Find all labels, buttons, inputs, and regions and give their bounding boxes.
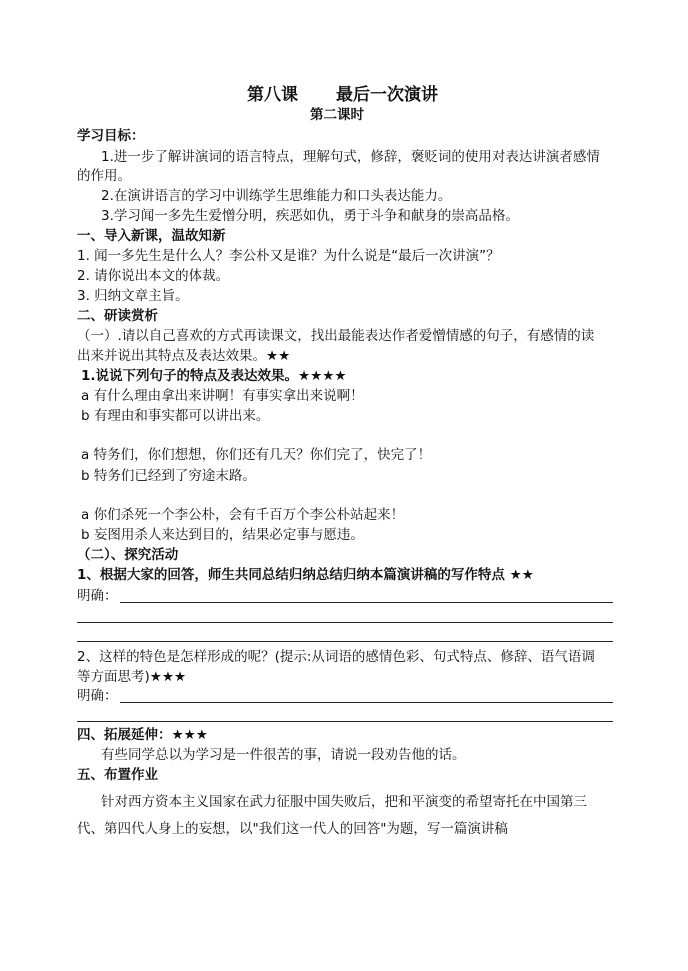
answer-line	[120, 702, 613, 703]
sentence-pair-3-a: a 你们杀死一个李公朴，会有千百万个李公朴站起来！	[81, 507, 405, 523]
activity-2-prompt-line-1: 2、这样的特色是怎样形成的呢？(提示:从词语的感情色彩、句式特点、修辞、语气语调	[77, 649, 595, 665]
goal-1-line-1: 1.进一步了解讲演词的语言特点，理解句式，修辞，褒贬词的使用对表达讲演者感情	[101, 149, 600, 165]
section-2-part-1-line-2: 出来并说出其特点及表达效果。★★	[77, 348, 291, 364]
goals-heading: 学习目标：	[77, 128, 145, 144]
activity-2-prompt-line-2: 等方面思考)★★★	[77, 669, 187, 685]
sentence-pair-1-b: b 有理由和事实都可以讲出来。	[81, 408, 270, 424]
goal-1-line-2: 的作用。	[77, 168, 131, 184]
sentence-pair-2-a: a 特务们，你们想想，你们还有几天？你们完了，快完了！	[81, 447, 432, 463]
activity-1-answer-label: 明确：	[77, 588, 118, 604]
section-2-heading: 二、研读赏析	[77, 308, 158, 324]
section-4-text: 有些同学总以为学习是一件很苦的事，请说一段劝告他的话。	[101, 747, 466, 763]
section-5-text-line-1: 针对西方资本主义国家在武力征服中国失败后，把和平演变的希望寄托在中国第三	[101, 794, 587, 810]
section-1-question-1: 1. 闻一多先生是什么人？李公朴又是谁？为什么说是“最后一次讲演”？	[77, 248, 500, 264]
activity-2-answer-label: 明确：	[77, 688, 118, 704]
answer-line	[77, 721, 613, 722]
section-4-heading: 四、拓展延伸：★★★	[77, 727, 208, 743]
section-5-text-line-2: 代、第四代人身上的妄想，以"我们这一代人的回答"为题，写一篇演讲稿	[77, 821, 508, 837]
section-2-task: 1.说说下列句子的特点及表达效果。★★★★	[81, 368, 347, 384]
activity-1-prompt: 1、根据大家的回答，师生共同总结归纳总结归纳本篇演讲稿的写作特点 ★★	[77, 567, 534, 583]
section-1-question-3: 3. 归纳文章主旨。	[77, 288, 189, 304]
page-subtitle: 第二课时	[310, 107, 364, 123]
section-2-part-1-line-1: （一）.请以自己喜欢的方式再读课文，找出最能表达作者爱憎情感的句子，有感情的读	[77, 328, 595, 344]
sentence-pair-1-a: a 有什么理由拿出来讲啊！有事实拿出来说啊！	[81, 388, 364, 404]
answer-line	[120, 602, 613, 603]
goal-2: 2.在演讲语言的学习中训练学生思维能力和口头表达能力。	[101, 188, 452, 204]
section-1-heading: 一、导入新课，温故知新	[77, 228, 226, 244]
sentence-pair-2-b: b 特务们已经到了穷途末路。	[81, 468, 256, 484]
section-2-part-2-heading: （二）、探究活动	[77, 547, 179, 563]
sentence-pair-3-b: b 妄图用杀人来达到目的，结果必定事与愿违。	[81, 527, 364, 543]
section-5-heading: 五、布置作业	[77, 767, 158, 783]
section-1-question-2: 2. 请你说出本文的体裁。	[77, 268, 230, 284]
answer-line	[77, 641, 613, 642]
page-title: 最后一次演讲	[336, 85, 438, 105]
goal-3: 3.学习闻一多先生爱憎分明，疾恶如仇，勇于斗争和献身的崇高品格。	[101, 208, 519, 224]
answer-line	[77, 622, 613, 623]
lesson-number: 第八课	[247, 85, 298, 105]
